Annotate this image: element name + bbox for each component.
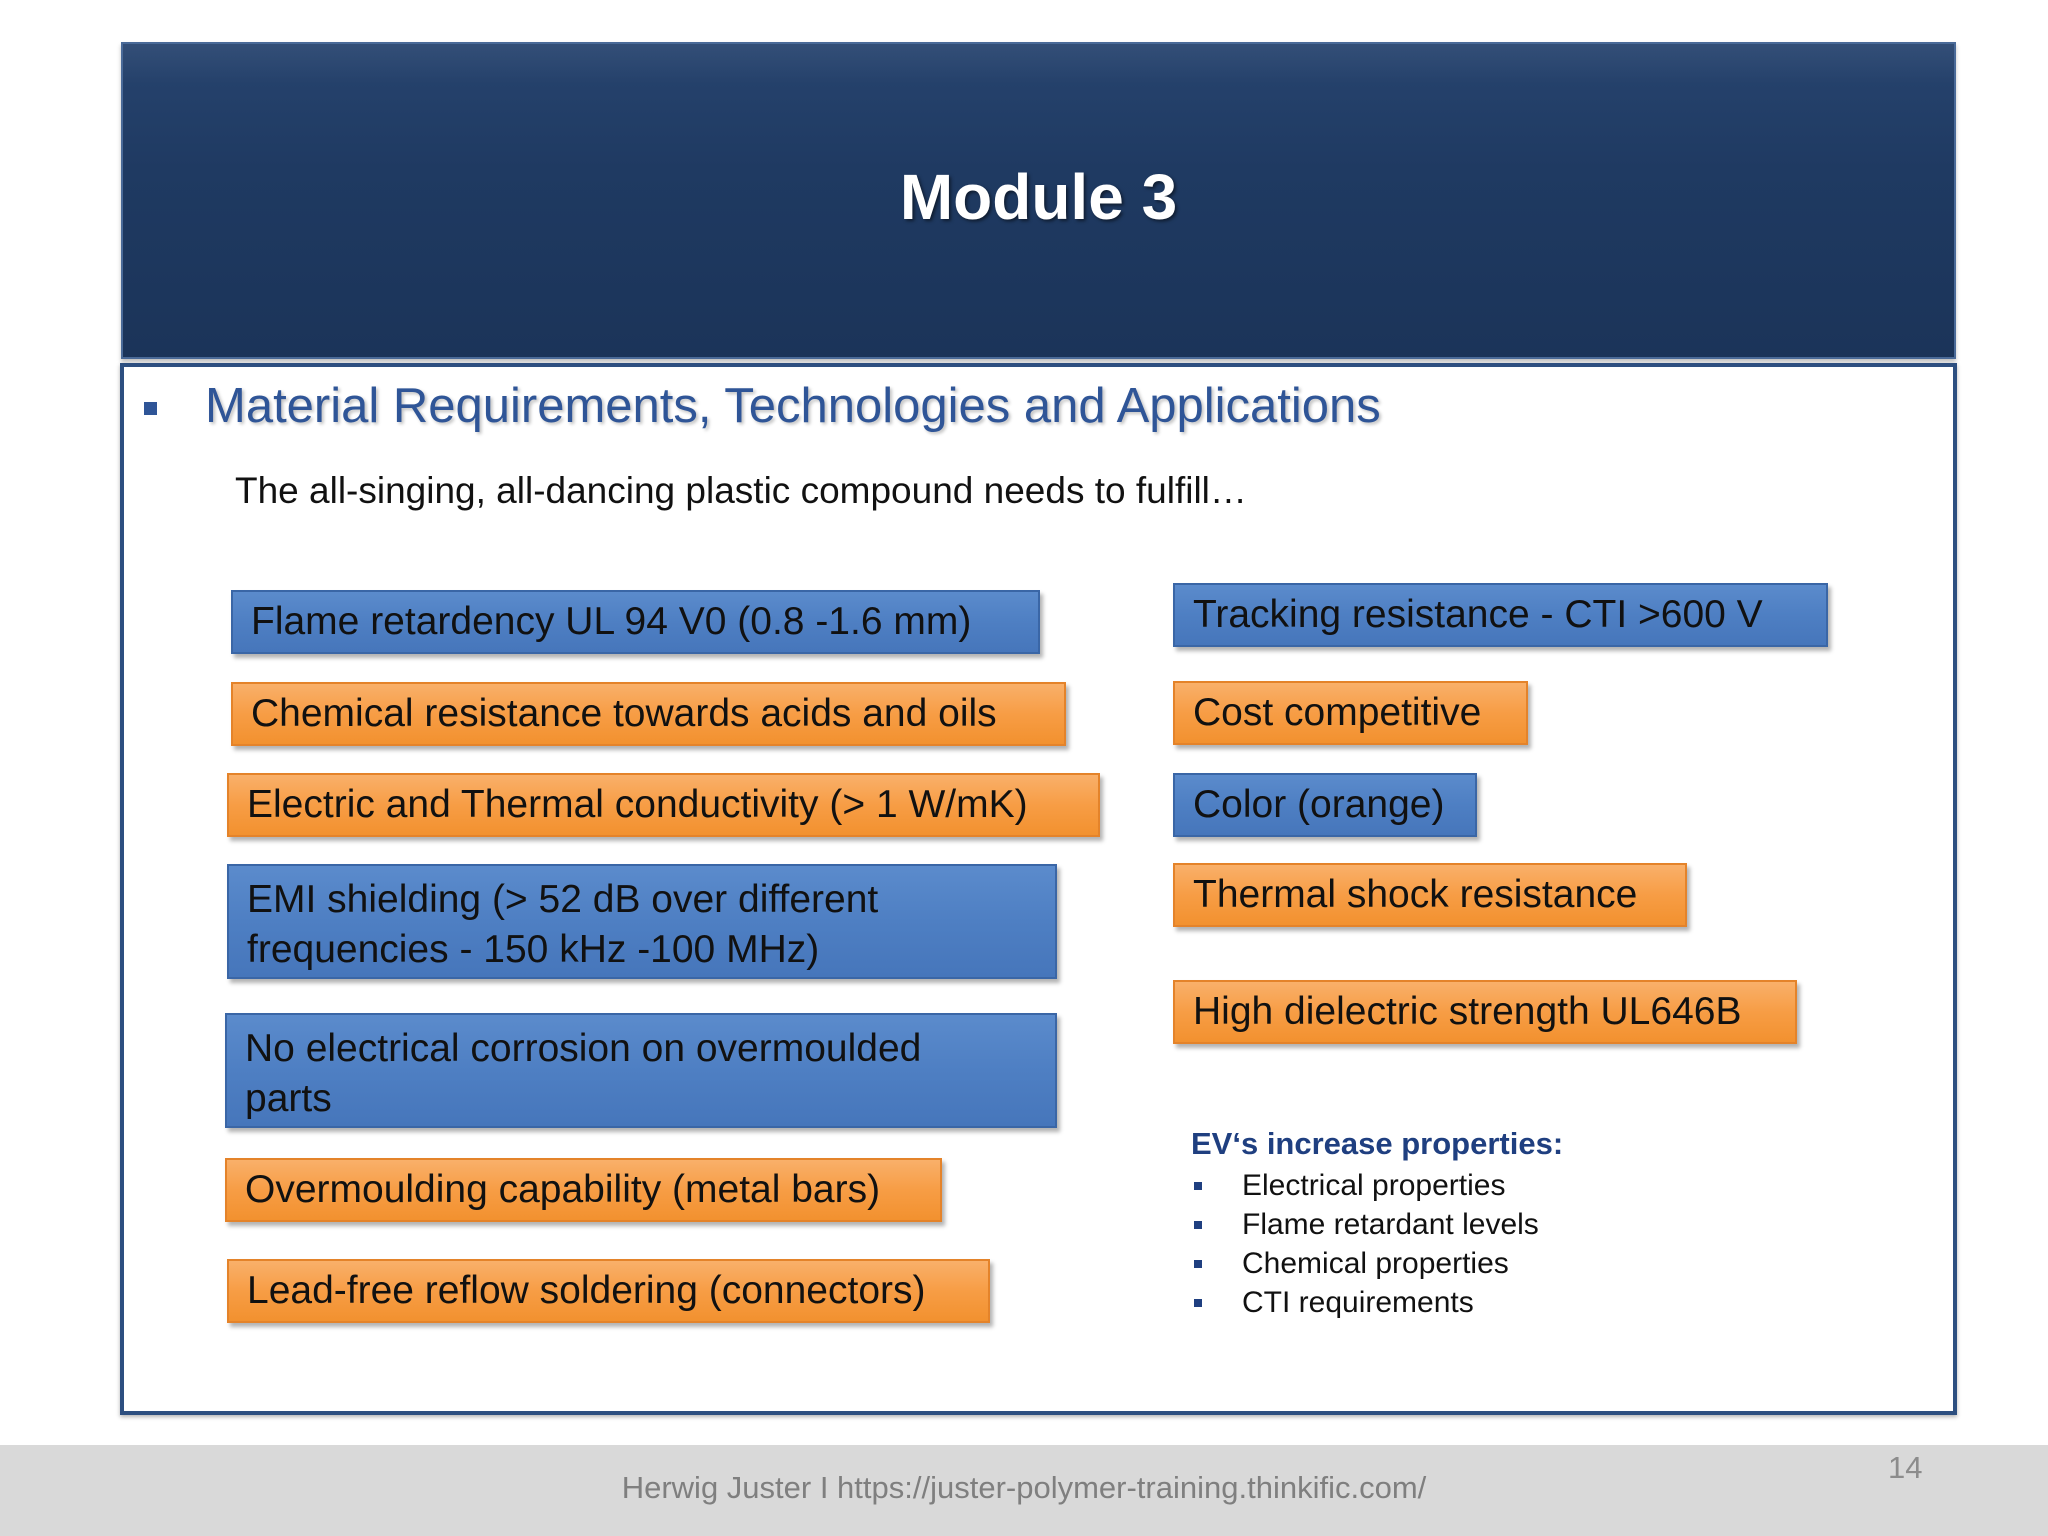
requirement-box-electrical-corrosion (225, 1013, 1057, 1128)
list-item (1191, 1166, 1563, 1205)
requirement-label-line-1: No electrical corrosion on overmoulded (245, 1027, 922, 1070)
list-item-label: Chemical properties (1242, 1246, 1509, 1280)
requirement-label: Lead-free reflow soldering (connectors) (247, 1269, 926, 1313)
list-item (1191, 1283, 1563, 1322)
list-item (1191, 1244, 1563, 1283)
requirement-label: High dielectric strength UL646B (1193, 990, 1742, 1034)
list-item-label: CTI requirements (1242, 1285, 1474, 1319)
requirement-label: Electric and Thermal conductivity (> 1 W/mK) (247, 783, 1028, 827)
ev-properties-block (1191, 1126, 1563, 1322)
footer-credit: Herwig Juster I https://juster-polymer-training.thinkific.com/ (621, 1470, 1427, 1505)
requirement-label: Flame retardency UL 94 V0 (0.8 -1.6 mm) (251, 600, 972, 644)
square-bullet-icon (1194, 1299, 1202, 1307)
requirement-label: Thermal shock resistance (1193, 873, 1638, 917)
requirement-label: Cost competitive (1193, 691, 1482, 735)
requirement-label: Overmoulding capability (metal bars) (245, 1168, 881, 1212)
requirement-box-tracking-resistance (1173, 583, 1828, 647)
square-bullet-icon (1194, 1182, 1202, 1190)
square-bullet-icon (144, 402, 157, 415)
slide-title: Module 3 (899, 160, 1178, 233)
slide-header (121, 42, 1956, 359)
requirement-label: Tracking resistance - CTI >600 V (1193, 593, 1763, 637)
requirement-box-dielectric-strength (1173, 980, 1797, 1044)
ev-properties-list (1191, 1166, 1563, 1322)
page-number: 14 (1888, 1450, 1923, 1485)
ev-properties-title: EV‘s increase properties: (1191, 1126, 1564, 1161)
square-bullet-icon (1194, 1260, 1202, 1268)
requirement-box-chemical-resistance (231, 682, 1066, 746)
requirement-label: Chemical resistance towards acids and oils (251, 692, 997, 736)
list-item-label: Flame retardant levels (1242, 1207, 1539, 1241)
requirement-box-overmoulding (225, 1158, 942, 1222)
requirement-label-line-2: parts (245, 1076, 332, 1120)
requirement-box-emi-shielding (227, 864, 1057, 979)
section-heading-row (144, 378, 1381, 434)
requirement-box-cost-competitive (1173, 681, 1528, 745)
requirement-box-color (1173, 773, 1477, 837)
requirement-label-line-1: EMI shielding (> 52 dB over different (247, 878, 879, 921)
list-item-label: Electrical properties (1242, 1168, 1506, 1202)
intro-text: The all-singing, all-dancing plastic compound needs to fulfill… (235, 470, 1247, 511)
list-item (1191, 1205, 1563, 1244)
requirement-box-conductivity (227, 773, 1100, 837)
requirement-box-thermal-shock (1173, 863, 1687, 927)
requirement-label-line-2: frequencies - 150 kHz -100 MHz) (247, 927, 820, 971)
square-bullet-icon (1194, 1221, 1202, 1229)
section-heading: Material Requirements, Technologies and Applications (205, 379, 1381, 433)
requirement-box-reflow-soldering (227, 1259, 990, 1323)
requirement-label: Color (orange) (1193, 783, 1445, 827)
requirement-box-flame-retardency (231, 590, 1040, 654)
